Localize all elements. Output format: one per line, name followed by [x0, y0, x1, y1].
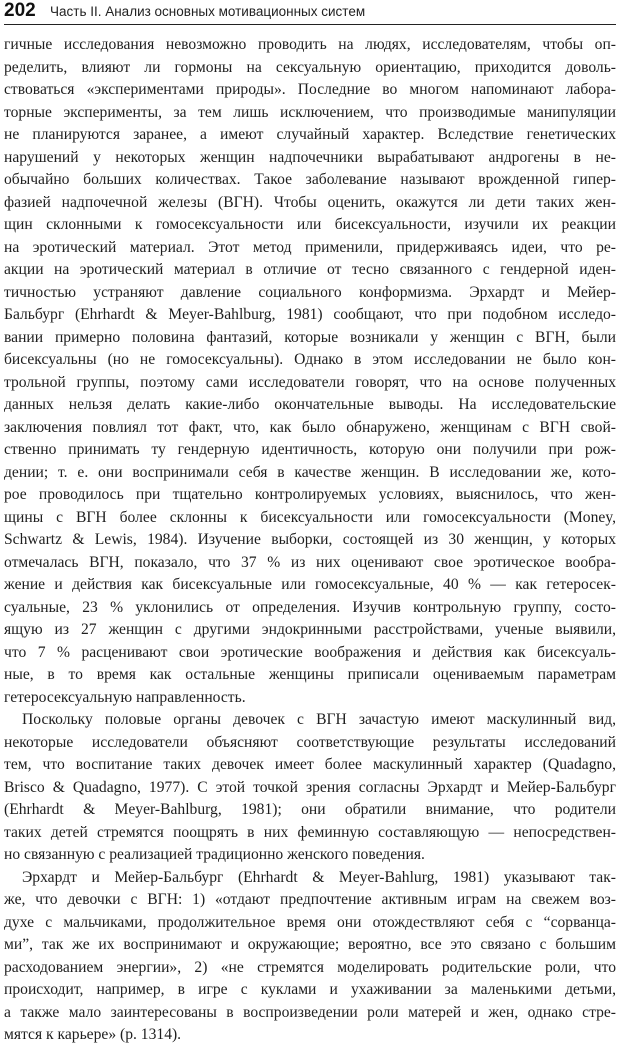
- text-line: щины с ВГН более склонны к бисексуальности или гомосексуальности (Money,: [4, 508, 616, 526]
- text-line: торные эксперименты, за тем лишь исключением, что производимые манипуляции: [4, 103, 616, 121]
- text-line: обычайно больших количествах. Такое заболевание называют врожденной гипер-: [4, 171, 616, 188]
- text-line: тичностью устраняют давление социального конформизма. Эрхардт и Мейер-: [4, 283, 616, 301]
- text-line: вании примерно половина фантазий, которые возникали у женщин с ВГН, были: [4, 328, 616, 346]
- text-line: щин склонными к гомосексуальности или бисексуальности, изучили их реакции: [4, 216, 616, 233]
- running-head: Часть II. Анализ основных мотивационных систем: [50, 4, 366, 19]
- text-line: Бальбург (Ehrhardt & Meyer-Bahlburg, 1981) сообщают, что при подобном исследо-: [4, 306, 616, 323]
- text-line: некоторые исследователи объясняют соответствующие результаты исследований: [4, 733, 616, 751]
- paragraph: [4, 34, 616, 709]
- body-text: [4, 34, 616, 1047]
- text-line: расходованием энергии», 2) «не стремятся моделировать родительские роли, что: [4, 958, 616, 976]
- text-line: гичные исследования невозможно проводить на людях, исследователям, чтобы оп-: [4, 36, 616, 53]
- text-line: духе с мальчиками, продолжительное время они отождествляют себя с “сорванца-: [4, 913, 616, 931]
- text-line: Эрхардт и Мейер-Бальбург (Ehrhardt & Meyer-Bahlurg, 1981) указывают так-: [22, 868, 616, 886]
- text-line: суальные, 23 % уклонились от определения. Изучив контрольную группу, состо-: [4, 598, 616, 616]
- text-line: акции на эротический материал в отличие от тесно связанного с гендерной иден-: [4, 261, 616, 278]
- text-line: а также мало заинтересованы в воспроизведении роли матерей и жен, однако стре-: [4, 1003, 616, 1021]
- text-line: ные, в то время как остальные женщины приписали оцениваемым параметрам: [4, 666, 616, 683]
- page-number: 202: [4, 0, 36, 21]
- text-line: Brisco & Quadagno, 1977). С этой точкой зрения согласны Эрхардт и Мейер-Бальбург: [4, 778, 616, 796]
- text-line: Поскольку половые органы девочек с ВГН зачастую имеют маскулинный вид,: [22, 711, 616, 728]
- text-line: ределить, влияют ли гормоны на сексуальную ориентацию, приходится доволь-: [4, 58, 616, 76]
- text-line: но связанную с реализацией традиционно женского поведения.: [4, 846, 425, 863]
- text-line: ствоваться «экспериментами природы». Последние во многом напоминают лабора-: [4, 81, 616, 98]
- page-header: [4, 0, 616, 25]
- text-line: же, что девочки с ВГН: 1) «отдают предпочтение активным играм на свежем воз-: [4, 891, 616, 908]
- text-line: бисексуальны (но не гомосексуальны). Однако в этом исследовании не было кон-: [4, 351, 616, 368]
- text-line: данных нельзя делать какие-либо окончательные выводы. На исследовательские: [4, 396, 616, 413]
- paragraph: [4, 867, 616, 1047]
- text-line: ящую из 27 женщин с другими эндокринными расстройствами, ученые выявили,: [4, 621, 616, 638]
- text-line: ми”, так же их воспринимают и окружающие; вероятно, все это связано с большим: [4, 936, 616, 953]
- text-line: дении; т. е. они воспринимали себя в качестве женщин. В исследовании же, кото-: [4, 463, 616, 481]
- text-line: жение и действия как бисексуальные или гомосексуальные, 40 % — как гетеросек-: [4, 576, 616, 593]
- text-line: рое проводилось при тщательно контролируемых условиях, выяснилось, что жен-: [4, 486, 616, 503]
- text-line: трольной группы, поэтому сами исследователи говорят, что на основе полученных: [4, 373, 616, 391]
- text-line: нарушений у некоторых женщин надпочечники вырабатывают андрогены в не-: [4, 148, 616, 166]
- text-line: (Ehrhardt & Meyer-Bahlburg, 1981); они обратили внимание, что родители: [4, 801, 616, 818]
- text-line: происходит, например, в игре с куклами и ухаживании за маленькими детьми,: [4, 981, 616, 998]
- text-line: Schwartz & Lewis, 1984). Изучение выборки, состоящей из 30 женщин, у которых: [4, 531, 616, 548]
- text-line: не планируются заранее, а имеют случайный характер. Вследствие генетических: [4, 126, 616, 143]
- text-line: тем, что воспитание таких девочек имеет более маскулинный характер (Quadagno,: [4, 756, 616, 773]
- text-line: гетеросексуальную направленность.: [4, 688, 246, 706]
- text-line: фазией надпочечной железы (ВГН). Чтобы оценить, окажутся ли дети таких жен-: [4, 193, 616, 211]
- paragraph: [4, 709, 616, 867]
- text-line: заключения повлиял тот факт, что, как было обнаружено, женщинам с ВГН свой-: [4, 418, 616, 436]
- text-line: мятся к карьере» (р. 1314).: [4, 1026, 182, 1043]
- text-line: что 7 % расценивают свои эротические воображения и действия как бисексуаль-: [4, 643, 616, 661]
- text-line: на эротический материал. Этот метод применили, придерживаясь идеи, что ре-: [4, 238, 616, 256]
- text-line: отмечалась ВГН, показало, что 37 % из них оценивают свое эротическое вообра-: [4, 553, 616, 571]
- text-line: ственно принимать ту гендерную идентичность, которую они получили при рож-: [4, 441, 616, 458]
- text-line: таких детей стремятся поощрять в них феминную составляющую — непосредствен-: [4, 823, 616, 841]
